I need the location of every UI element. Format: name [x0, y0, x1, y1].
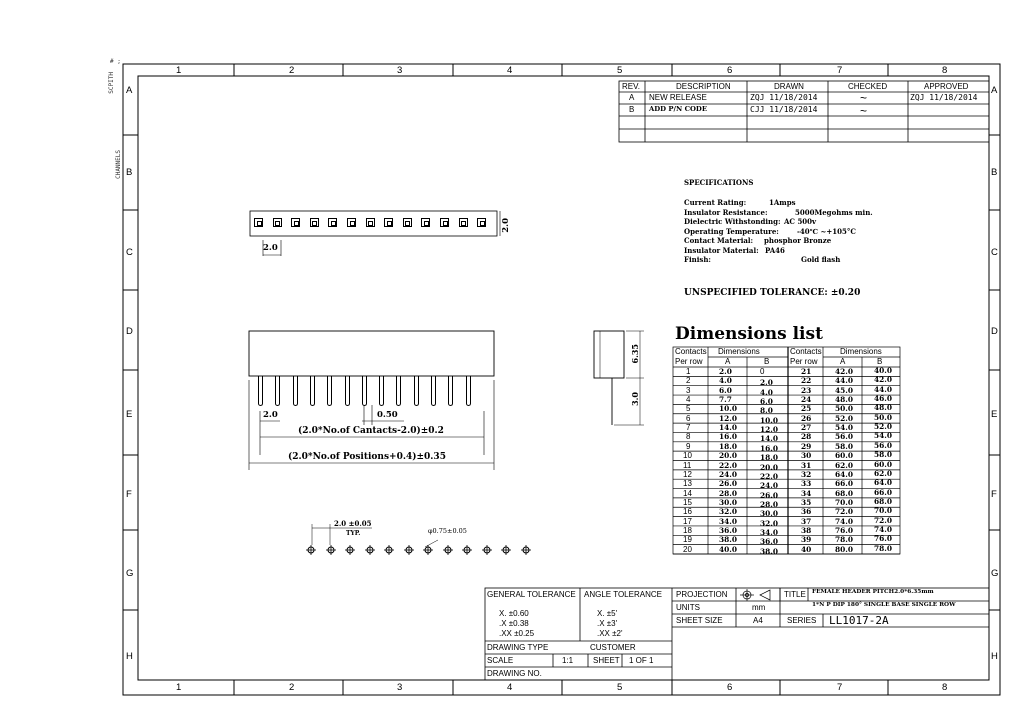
spec-label: Operating Temperature: — [684, 226, 779, 236]
zone-column-label: 3 — [397, 65, 403, 76]
pin-square-inner — [480, 221, 485, 226]
dim-row-b: 54.0 — [874, 431, 893, 441]
dim-header-per-row: Per row — [675, 357, 703, 366]
top-view-pitch-label: 2.0 — [263, 243, 278, 253]
dim-row-contacts: 35 — [801, 497, 812, 507]
angle-tolerance-label: ANGLE TOLERANCE — [584, 590, 662, 599]
dim-row-a: 52.0 — [835, 413, 854, 423]
pin-square-inner — [387, 221, 392, 226]
pcb-hole-icon — [326, 545, 336, 555]
dim-row-contacts: 33 — [801, 479, 812, 489]
zone-column-label: 5 — [617, 682, 623, 693]
dim-row-contacts: 16 — [683, 507, 692, 517]
dimensions-list-title: Dimensions list — [675, 324, 823, 344]
pin-leg — [275, 376, 280, 406]
pin-leg — [466, 376, 471, 406]
dim-row-contacts: 2 — [686, 376, 691, 386]
dim-row-a: 20.0 — [719, 451, 738, 461]
pcb-layout-dimension — [312, 524, 438, 547]
zone-row-label: H — [991, 651, 998, 662]
zone-row-label: H — [126, 651, 133, 662]
side-view-height-label: 6.35 — [630, 344, 640, 364]
series-value: LL1017-2A — [829, 614, 889, 627]
spec-label: Contact Material: — [684, 236, 754, 245]
dim-row-b: 48.0 — [874, 403, 893, 413]
dim-row-b: 26.0 — [760, 490, 779, 500]
pin-square-inner — [294, 221, 299, 226]
spec-label: Current Rating: — [684, 198, 747, 207]
dim-row-a: 34.0 — [719, 516, 738, 526]
dim-row-b: 70.0 — [874, 506, 893, 516]
dim-row-a: 22.0 — [719, 460, 738, 470]
pin-leg — [362, 376, 367, 406]
dim-row-a: 32.0 — [719, 507, 738, 517]
zone-column-label: 7 — [837, 65, 843, 76]
projection-symbol-icon — [740, 589, 770, 601]
pin-square-inner — [443, 221, 448, 226]
pin-square — [384, 218, 393, 227]
pin-leg — [310, 376, 315, 406]
general-tolerance-x: X. ±0.60 — [499, 609, 529, 618]
dim-row-b: 24.0 — [760, 481, 779, 491]
rev-b-drawn: CJJ 11/18/2014 — [750, 105, 818, 114]
pin-leg — [293, 376, 298, 406]
dim-row-a: 62.0 — [835, 460, 854, 470]
dim-row-b: 0 — [760, 367, 765, 376]
sheet-label: SHEET — [593, 656, 620, 665]
dim-row-b: 4.0 — [760, 387, 773, 397]
dim-row-a: 70.0 — [835, 497, 854, 507]
dim-row-a: 40.0 — [719, 544, 738, 554]
dim-row-contacts: 3 — [686, 385, 691, 395]
pin-square-inner — [312, 221, 317, 226]
zone-row-label: C — [126, 247, 133, 258]
pin-square — [421, 218, 430, 227]
dim-row-a: 30.0 — [719, 497, 738, 507]
unspecified-tolerance: UNSPECIFIED TOLERANCE: ±0.20 — [684, 288, 861, 298]
dim-row-contacts: 15 — [683, 497, 692, 507]
zone-column-label: 4 — [507, 682, 513, 693]
sheet-value: 1 OF 1 — [629, 656, 654, 665]
pin-square-inner — [275, 221, 280, 226]
dim-row-a: 14.0 — [719, 423, 738, 433]
title-line-2: 1*N P DIP 180° SINGLE BASE SINGLE ROW — [812, 602, 956, 608]
general-tolerance-x1: .X ±0.38 — [499, 619, 529, 628]
angle-tolerance-x: X. ±5' — [597, 609, 618, 618]
spec-label: Insulator Resistance: — [684, 207, 768, 217]
zone-row-label: A — [991, 85, 998, 96]
dim-row-b: 58.0 — [874, 450, 893, 460]
dim-row-a: 2.0 — [719, 367, 732, 376]
dim-row-contacts: 7 — [686, 423, 691, 433]
dim-row-contacts: 18 — [683, 525, 692, 535]
dim-row-contacts: 4 — [686, 395, 691, 405]
dim-row-contacts: 34 — [801, 488, 812, 498]
dim-row-b: 16.0 — [760, 443, 779, 453]
dim-row-b: 44.0 — [874, 384, 893, 394]
dim-row-a: 45.0 — [835, 385, 854, 395]
rev-header-drawn: DRAWN — [774, 82, 804, 91]
dim-row-a: 24.0 — [719, 469, 738, 479]
pin-square — [459, 218, 468, 227]
contacts-formula-label: (2.0*No.of Cantacts-2.0)±0.2 — [298, 426, 444, 436]
dim-row-b: 78.0 — [874, 543, 893, 553]
pcb-hole-icon — [345, 545, 355, 555]
dim-row-a: 54.0 — [835, 423, 854, 433]
dim-row-contacts: 10 — [683, 451, 692, 461]
spec-value: Gold flash — [801, 255, 841, 264]
dim-row-b: 76.0 — [874, 534, 893, 544]
spec-label: Finish: — [684, 255, 711, 264]
dim-row-contacts: 17 — [683, 516, 692, 526]
dim-header-contacts: Contacts — [675, 347, 707, 356]
pin-square-inner — [331, 221, 336, 226]
dim-row-contacts: 28 — [801, 432, 812, 442]
pin-square — [403, 218, 412, 227]
dim-row-b: 14.0 — [760, 434, 779, 444]
zone-row-label: F — [991, 489, 997, 500]
scale-label: SCALE — [487, 656, 514, 665]
dim-row-b: 64.0 — [874, 478, 893, 488]
rev-header-approved: APPROVED — [924, 82, 969, 91]
pin-leg — [448, 376, 453, 406]
pin-square — [347, 218, 356, 227]
pin-leg — [345, 376, 350, 406]
pin-leg — [327, 376, 332, 406]
front-view — [249, 331, 494, 470]
pcb-pitch-label: 2.0 ±0.05 — [334, 519, 372, 528]
pin-square — [366, 218, 375, 227]
dim-row-contacts: 31 — [801, 460, 812, 470]
spec-value: PA46 — [765, 245, 785, 255]
dim-row-contacts: 27 — [801, 423, 812, 433]
zone-column-label: 7 — [837, 682, 843, 693]
dim-row-b: 62.0 — [874, 468, 893, 478]
dim-row-b: 20.0 — [760, 462, 779, 472]
dim-row-a: 7.7 — [719, 395, 732, 405]
pin-square — [310, 218, 319, 227]
dim-row-a: 26.0 — [719, 479, 738, 489]
spec-value: -40℃ ~+105°C — [797, 226, 856, 236]
dim-row-contacts: 23 — [801, 385, 812, 395]
pin-square-inner — [405, 221, 410, 226]
rev-header-rev: REV. — [622, 82, 640, 91]
dim-row-a: 78.0 — [835, 535, 854, 545]
dim-row-a: 68.0 — [835, 488, 854, 498]
zone-column-label: 5 — [617, 65, 623, 76]
rev-header-checked: CHECKED — [848, 82, 888, 91]
dim-row-a: 28.0 — [719, 488, 738, 498]
dim-row-a: 80.0 — [835, 544, 854, 554]
spec-value: AC 500v — [784, 217, 817, 226]
pcb-hole-icon — [443, 545, 453, 555]
dim-header-contacts: Contacts — [790, 347, 822, 356]
pin-square — [254, 218, 263, 227]
dim-row-contacts: 5 — [686, 404, 691, 414]
dim-row-a: 50.0 — [835, 404, 854, 414]
angle-tolerance-x1: .X ±3' — [597, 619, 618, 628]
margin-mark-top: # ; — [110, 58, 121, 65]
dim-header-b: B — [764, 357, 770, 366]
spec-value: 5000Megohms min. — [795, 207, 873, 217]
zone-column-label: 1 — [176, 65, 182, 76]
dim-row-b: 42.0 — [874, 375, 893, 385]
pcb-hole-icon — [365, 545, 375, 555]
dim-row-a: 44.0 — [835, 376, 854, 386]
zone-column-label: 2 — [289, 65, 295, 76]
dim-row-a: 60.0 — [835, 451, 854, 461]
dim-row-contacts: 1 — [686, 367, 691, 376]
zone-row-label: C — [991, 247, 998, 258]
zone-column-label: 1 — [176, 682, 182, 693]
dim-header-b: B — [877, 357, 883, 366]
pcb-typ-label: TYP. — [346, 530, 361, 537]
drawing-type-label: DRAWING TYPE — [487, 643, 549, 652]
dim-row-a: 64.0 — [835, 469, 854, 479]
dim-row-b: 34.0 — [760, 527, 779, 537]
zone-column-label: 8 — [942, 65, 948, 76]
pcb-hole-icon — [521, 545, 531, 555]
dim-row-contacts: 6 — [686, 413, 691, 423]
dim-header-dimensions: Dimensions — [718, 347, 760, 356]
dim-row-contacts: 12 — [683, 469, 692, 479]
rev-a-checked: ~ — [860, 91, 868, 105]
pin-leg — [414, 376, 419, 406]
dim-header-a: A — [725, 357, 731, 366]
dim-row-a: 6.0 — [719, 385, 732, 395]
pin-square-inner — [350, 221, 355, 226]
angle-tolerance-x2: .XX ±2' — [597, 629, 623, 638]
pin-square — [328, 218, 337, 227]
projection-label: PROJECTION — [676, 590, 728, 599]
dim-row-contacts: 8 — [686, 432, 691, 442]
zone-row-label: B — [991, 167, 998, 178]
dim-row-b: 38.0 — [760, 546, 779, 556]
zone-row-label: D — [991, 326, 998, 337]
zone-row-label: F — [126, 489, 132, 500]
dim-row-b: 22.0 — [760, 471, 779, 481]
dim-row-contacts: 36 — [801, 507, 812, 517]
dim-row-a: 72.0 — [835, 507, 854, 517]
drawing-type-value: CUSTOMER — [590, 643, 636, 652]
front-view-pin-width-label: 0.50 — [377, 410, 398, 420]
dim-row-contacts: 39 — [801, 535, 812, 545]
dim-row-contacts: 24 — [801, 395, 812, 405]
pin-square-inner — [461, 221, 466, 226]
dim-row-a: 58.0 — [835, 441, 854, 451]
dim-row-b: 68.0 — [874, 496, 893, 506]
dim-row-a: 12.0 — [719, 413, 738, 423]
dim-row-contacts: 38 — [801, 525, 812, 535]
zone-column-label: 4 — [507, 65, 513, 76]
pin-square-inner — [424, 221, 429, 226]
dim-row-contacts: 22 — [801, 376, 812, 386]
spec-label: Insulator Material: — [684, 245, 759, 255]
rev-header-description: DESCRIPTION — [676, 82, 731, 91]
dim-row-a: 16.0 — [719, 432, 738, 442]
units-value: mm — [752, 603, 766, 612]
title-line-1: FEMALE HEADER PITCH2.0*6.35mm — [812, 589, 934, 595]
pcb-hole-icon — [306, 545, 316, 555]
dim-row-b: 36.0 — [760, 537, 779, 547]
rev-a-description: NEW RELEASE — [649, 93, 707, 102]
rev-b-rev: B — [629, 105, 635, 114]
dim-row-b: 18.0 — [760, 453, 779, 463]
dim-row-a: 4.0 — [719, 376, 732, 386]
scale-value: 1:1 — [562, 656, 574, 665]
dim-row-contacts: 20 — [683, 544, 692, 554]
dim-row-a: 36.0 — [719, 525, 738, 535]
pin-square — [273, 218, 282, 227]
dim-row-a: 66.0 — [835, 479, 854, 489]
pin-leg — [396, 376, 401, 406]
dim-row-a: 10.0 — [719, 404, 738, 414]
pin-leg — [431, 376, 436, 406]
positions-formula-label: (2.0*No.of Positions+0.4)±0.35 — [288, 452, 446, 462]
dim-row-contacts: 37 — [801, 516, 812, 526]
zone-row-label: B — [126, 167, 133, 178]
dim-row-contacts: 19 — [683, 535, 692, 545]
zone-column-label: 8 — [942, 682, 948, 693]
sheet-size-value: A4 — [753, 616, 763, 625]
margin-mark-left-1: SCPITH — [108, 72, 115, 94]
dim-row-b: 8.0 — [760, 406, 773, 416]
pin-square-inner — [368, 221, 373, 226]
dim-row-contacts: 29 — [801, 441, 812, 451]
pcb-hole-icon — [482, 545, 492, 555]
title-label: TITLE — [784, 590, 806, 599]
rev-a-drawn: ZQJ 11/18/2014 — [750, 93, 818, 102]
dim-row-contacts: 13 — [683, 479, 692, 489]
zone-row-label: G — [126, 568, 134, 579]
zone-row-label: G — [991, 568, 999, 579]
pcb-hole-icon — [384, 545, 394, 555]
dim-header-a: A — [840, 357, 846, 366]
pin-square — [291, 218, 300, 227]
dim-row-b: 74.0 — [874, 524, 893, 534]
dim-row-b: 32.0 — [760, 518, 779, 528]
dim-row-b: 30.0 — [760, 509, 779, 519]
dim-row-a: 76.0 — [835, 525, 854, 535]
pcb-hole-label: φ0.75±0.05 — [428, 527, 467, 535]
dim-row-a: 42.0 — [835, 367, 854, 376]
dim-row-a: 18.0 — [719, 441, 738, 451]
dim-row-contacts: 26 — [801, 413, 812, 423]
rev-a-rev: A — [629, 93, 635, 102]
specifications-heading: SPECIFICATIONS — [684, 178, 754, 187]
rev-b-description: ADD P/N CODE — [649, 105, 708, 113]
zone-column-label: 6 — [727, 65, 733, 76]
side-view-tail-label: 3.0 — [630, 392, 640, 406]
dim-row-b: 28.0 — [760, 499, 779, 509]
dim-row-b: 56.0 — [874, 440, 893, 450]
dim-row-contacts: 11 — [683, 460, 692, 470]
dim-row-contacts: 32 — [801, 469, 812, 479]
spec-label: Dielectric Withstonding: — [684, 217, 781, 226]
pcb-hole-icon — [423, 545, 433, 555]
dim-row-b: 6.0 — [760, 397, 773, 407]
dim-row-contacts: 40 — [801, 544, 812, 554]
zone-row-label: D — [126, 326, 133, 337]
dim-header-dimensions: Dimensions — [840, 347, 882, 356]
pin-leg — [379, 376, 384, 406]
general-tolerance-x2: .XX ±0.25 — [499, 629, 535, 638]
drawing-no-label: DRAWING NO. — [487, 669, 542, 678]
rev-a-approved: ZQJ 11/18/2014 — [910, 93, 978, 102]
pcb-hole-icon — [462, 545, 472, 555]
rev-b-checked: ~ — [860, 104, 868, 118]
dim-row-a: 74.0 — [835, 516, 854, 526]
zone-column-label: 6 — [727, 682, 733, 693]
dim-row-b: 52.0 — [874, 422, 893, 432]
dim-row-contacts: 9 — [686, 441, 691, 451]
zone-row-label: E — [991, 409, 998, 420]
dim-row-b: 60.0 — [874, 459, 893, 469]
zone-column-label: 3 — [397, 682, 403, 693]
spec-value: 1Amps — [769, 198, 796, 207]
dim-row-a: 38.0 — [719, 535, 738, 545]
dimensions-table-grid — [673, 347, 900, 554]
zone-column-label: 2 — [289, 682, 295, 693]
dim-row-contacts: 30 — [801, 451, 812, 461]
margin-mark-left-2: CHANNELS — [115, 150, 122, 179]
spec-value: phosphor Bronze — [764, 236, 832, 245]
top-view-height-label: 2.0 — [501, 218, 511, 233]
pcb-hole-icon — [501, 545, 511, 555]
dim-row-b: 2.0 — [760, 378, 773, 388]
zone-row-label: A — [126, 85, 133, 96]
general-tolerance-label: GENERAL TOLERANCE — [487, 590, 576, 599]
dim-row-contacts: 25 — [801, 404, 812, 414]
dim-row-contacts: 21 — [801, 367, 812, 376]
pin-square — [477, 218, 486, 227]
sheet-size-label: SHEET SIZE — [676, 616, 723, 625]
pcb-hole-icon — [404, 545, 414, 555]
zone-row-label: E — [126, 409, 133, 420]
units-label: UNITS — [676, 603, 700, 612]
pin-square-inner — [257, 221, 262, 226]
series-label: SERIES — [787, 616, 817, 625]
dim-header-per-row: Per row — [790, 357, 818, 366]
dim-row-contacts: 14 — [683, 488, 692, 498]
dim-row-a: 56.0 — [835, 432, 854, 442]
dim-row-b: 50.0 — [874, 412, 893, 422]
pin-square — [440, 218, 449, 227]
dim-row-b: 66.0 — [874, 487, 893, 497]
dim-row-b: 46.0 — [874, 394, 893, 404]
dim-row-a: 48.0 — [835, 395, 854, 405]
front-view-pitch-label: 2.0 — [263, 410, 278, 420]
dim-row-b: 12.0 — [760, 425, 779, 435]
dim-row-b: 72.0 — [874, 515, 893, 525]
dim-row-b: 10.0 — [760, 415, 779, 425]
dim-row-b: 40.0 — [874, 366, 893, 375]
pin-leg — [258, 376, 263, 406]
